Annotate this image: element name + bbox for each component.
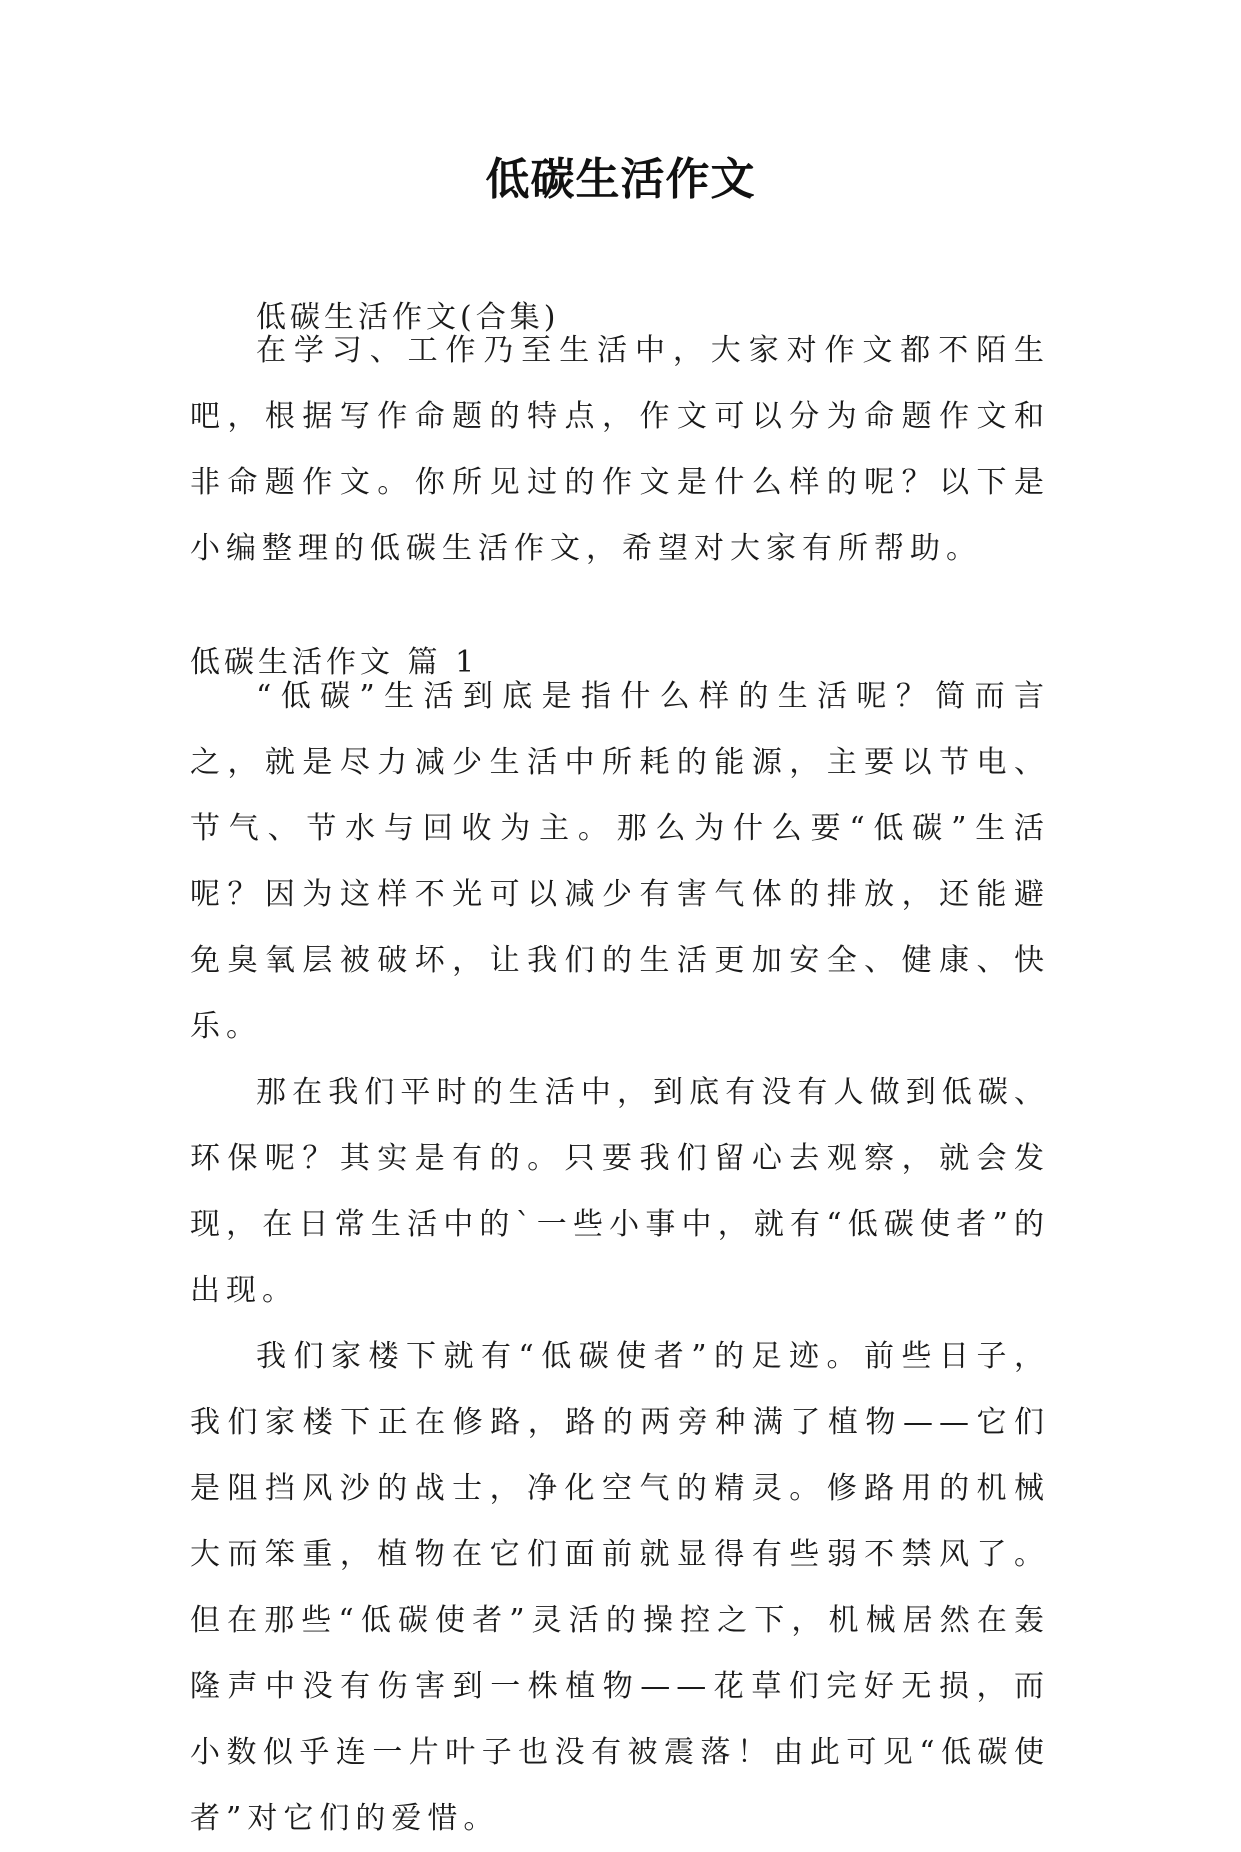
intro-block xyxy=(190,318,1050,582)
body-paragraph-1: “低碳”生活到底是指什么样的生活呢？简而言之，就是尽力减少生活中所耗的能源，主要以节电、节气、节水与回收为主。那么为什么要“低碳”生活呢？因为这样不光可以减少有害气体的排放，还能避免臭氧层被破坏，让我们的生活更加安全、健康、快乐。 xyxy=(190,679,1050,1044)
section-heading: 低碳生活作文 篇 1 xyxy=(190,645,479,680)
body-paragraph-2: 那在我们平时的生活中，到底有没有人做到低碳、环保呢？其实是有的。只要我们留心去观察，就会发现，在日常生活中的`一些小事中，就有“低碳使者”的出现。 xyxy=(190,1075,1050,1308)
document-subtitle: 低碳生活作文(合集) xyxy=(256,300,560,335)
document-title: 低碳生活作文 xyxy=(485,154,756,205)
body-paragraph-3: 我们家楼下就有“低碳使者”的足迹。前些日子，我们家楼下正在修路，路的两旁种满了植物——它们是阻挡风沙的战士，净化空气的精灵。修路用的机械大而笨重，植物在它们面前就显得有些弱不禁风了。但在那些“低碳使者”灵活的操控之下，机械居然在轰隆声中没有伤害到一株植物——花草们完好无损，而小数似乎连一片叶子也没有被震落！由此可见“低碳使者”对它们的爱惜。 xyxy=(190,1339,1050,1836)
section-body xyxy=(190,664,1050,1852)
intro-paragraph: 在学习、工作乃至生活中，大家对作文都不陌生吧，根据写作命题的特点，作文可以分为命题作文和非命题作文。你所见过的作文是什么样的呢？以下是小编整理的低碳生活作文，希望对大家有所帮助。 xyxy=(190,333,1050,566)
